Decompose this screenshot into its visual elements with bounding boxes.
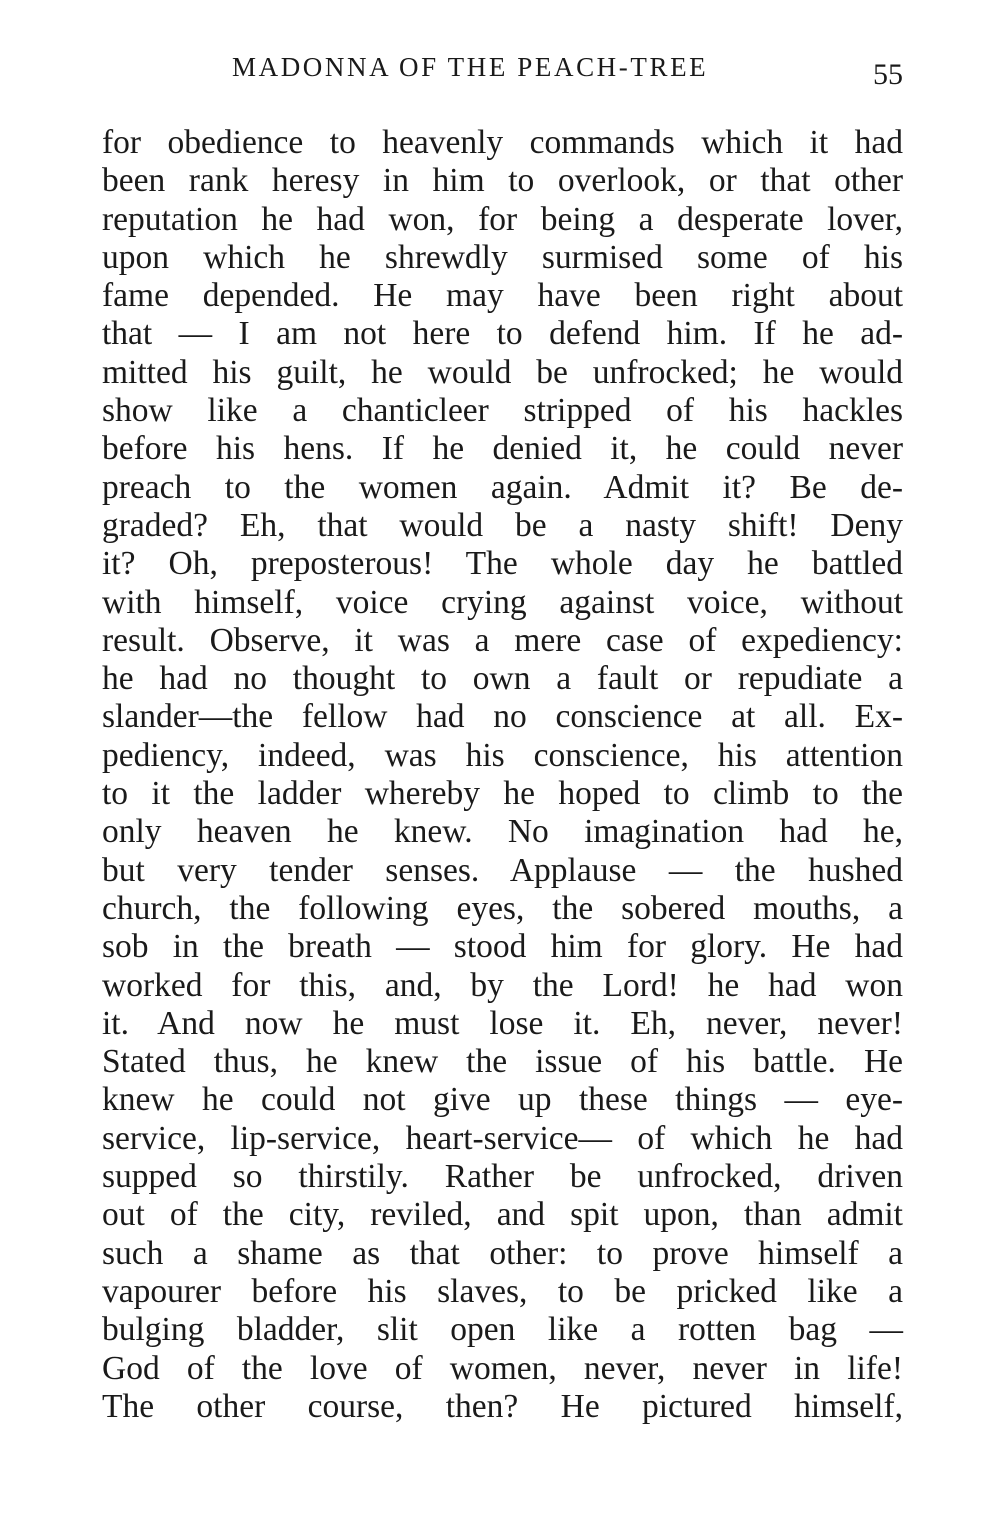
text-line: slander—the fellow had no conscience at all. Ex- [102, 698, 903, 736]
text-line: church, the following eyes, the sobered mouths, a [102, 889, 903, 927]
text-line: worked for this, and, by the Lord! he had won [102, 966, 903, 1004]
text-line: it? Oh, preposterous! The whole day he battled [102, 545, 903, 583]
text-line: preach to the women again. Admit it? Be de- [102, 468, 903, 506]
text-line: upon which he shrewdly surmised some of his [102, 238, 903, 276]
text-line: to it the ladder whereby he hoped to climb to the [102, 775, 903, 813]
text-line: only heaven he knew. No imagination had he, [102, 813, 903, 851]
text-line: supped so thirstily. Rather be unfrocked, driven [102, 1158, 903, 1196]
text-line: service, lip-service, heart-service— of which he had [102, 1119, 903, 1157]
text-line: but very tender senses. Applause — the hushed [102, 851, 903, 889]
text-line: out of the city, reviled, and spit upon, than admit [102, 1196, 903, 1234]
text-line: knew he could not give up these things — eye- [102, 1081, 903, 1119]
running-title: MADONNA OF THE PEACH-TREE [232, 52, 709, 82]
text-line: graded? Eh, that would be a nasty shift! Deny [102, 506, 903, 544]
text-line: that — I am not here to defend him. If he ad- [102, 315, 903, 353]
running-head [0, 52, 1000, 92]
text-line: he had no thought to own a fault or repudiate a [102, 660, 903, 698]
text-line: it. And now he must lose it. Eh, never, never! [102, 1004, 903, 1042]
text-line: with himself, voice crying against voice, without [102, 583, 903, 621]
text-line: pediency, indeed, was his conscience, his attention [102, 736, 903, 774]
text-line: for obedience to heavenly commands which it had [102, 124, 903, 161]
text-line: Stated thus, he knew the issue of his battle. He [102, 1043, 903, 1081]
page-number: 55 [873, 58, 903, 91]
text-line: sob in the breath — stood him for glory. He had [102, 928, 903, 966]
body-text [102, 124, 903, 1426]
text-line: result. Observe, it was a mere case of expediency: [102, 621, 903, 659]
text-line: fame depended. He may have been right about [102, 277, 903, 315]
text-line: mitted his guilt, he would be unfrocked; he would [102, 353, 903, 391]
text-line: God of the love of women, never, never in life! [102, 1349, 903, 1387]
text-line: vapourer before his slaves, to be pricked like a [102, 1272, 903, 1310]
text-line: show like a chanticleer stripped of his hackles [102, 392, 903, 430]
text-line: been rank heresy in him to overlook, or that other [102, 162, 903, 200]
text-line: reputation he had won, for being a desperate lover, [102, 200, 903, 238]
text-line: such a shame as that other: to prove himself a [102, 1234, 903, 1272]
text-line: bulging bladder, slit open like a rotten bag — [102, 1311, 903, 1349]
text-line: before his hens. If he denied it, he could never [102, 430, 903, 468]
text-line: The other course, then? He pictured himself, [102, 1387, 903, 1425]
